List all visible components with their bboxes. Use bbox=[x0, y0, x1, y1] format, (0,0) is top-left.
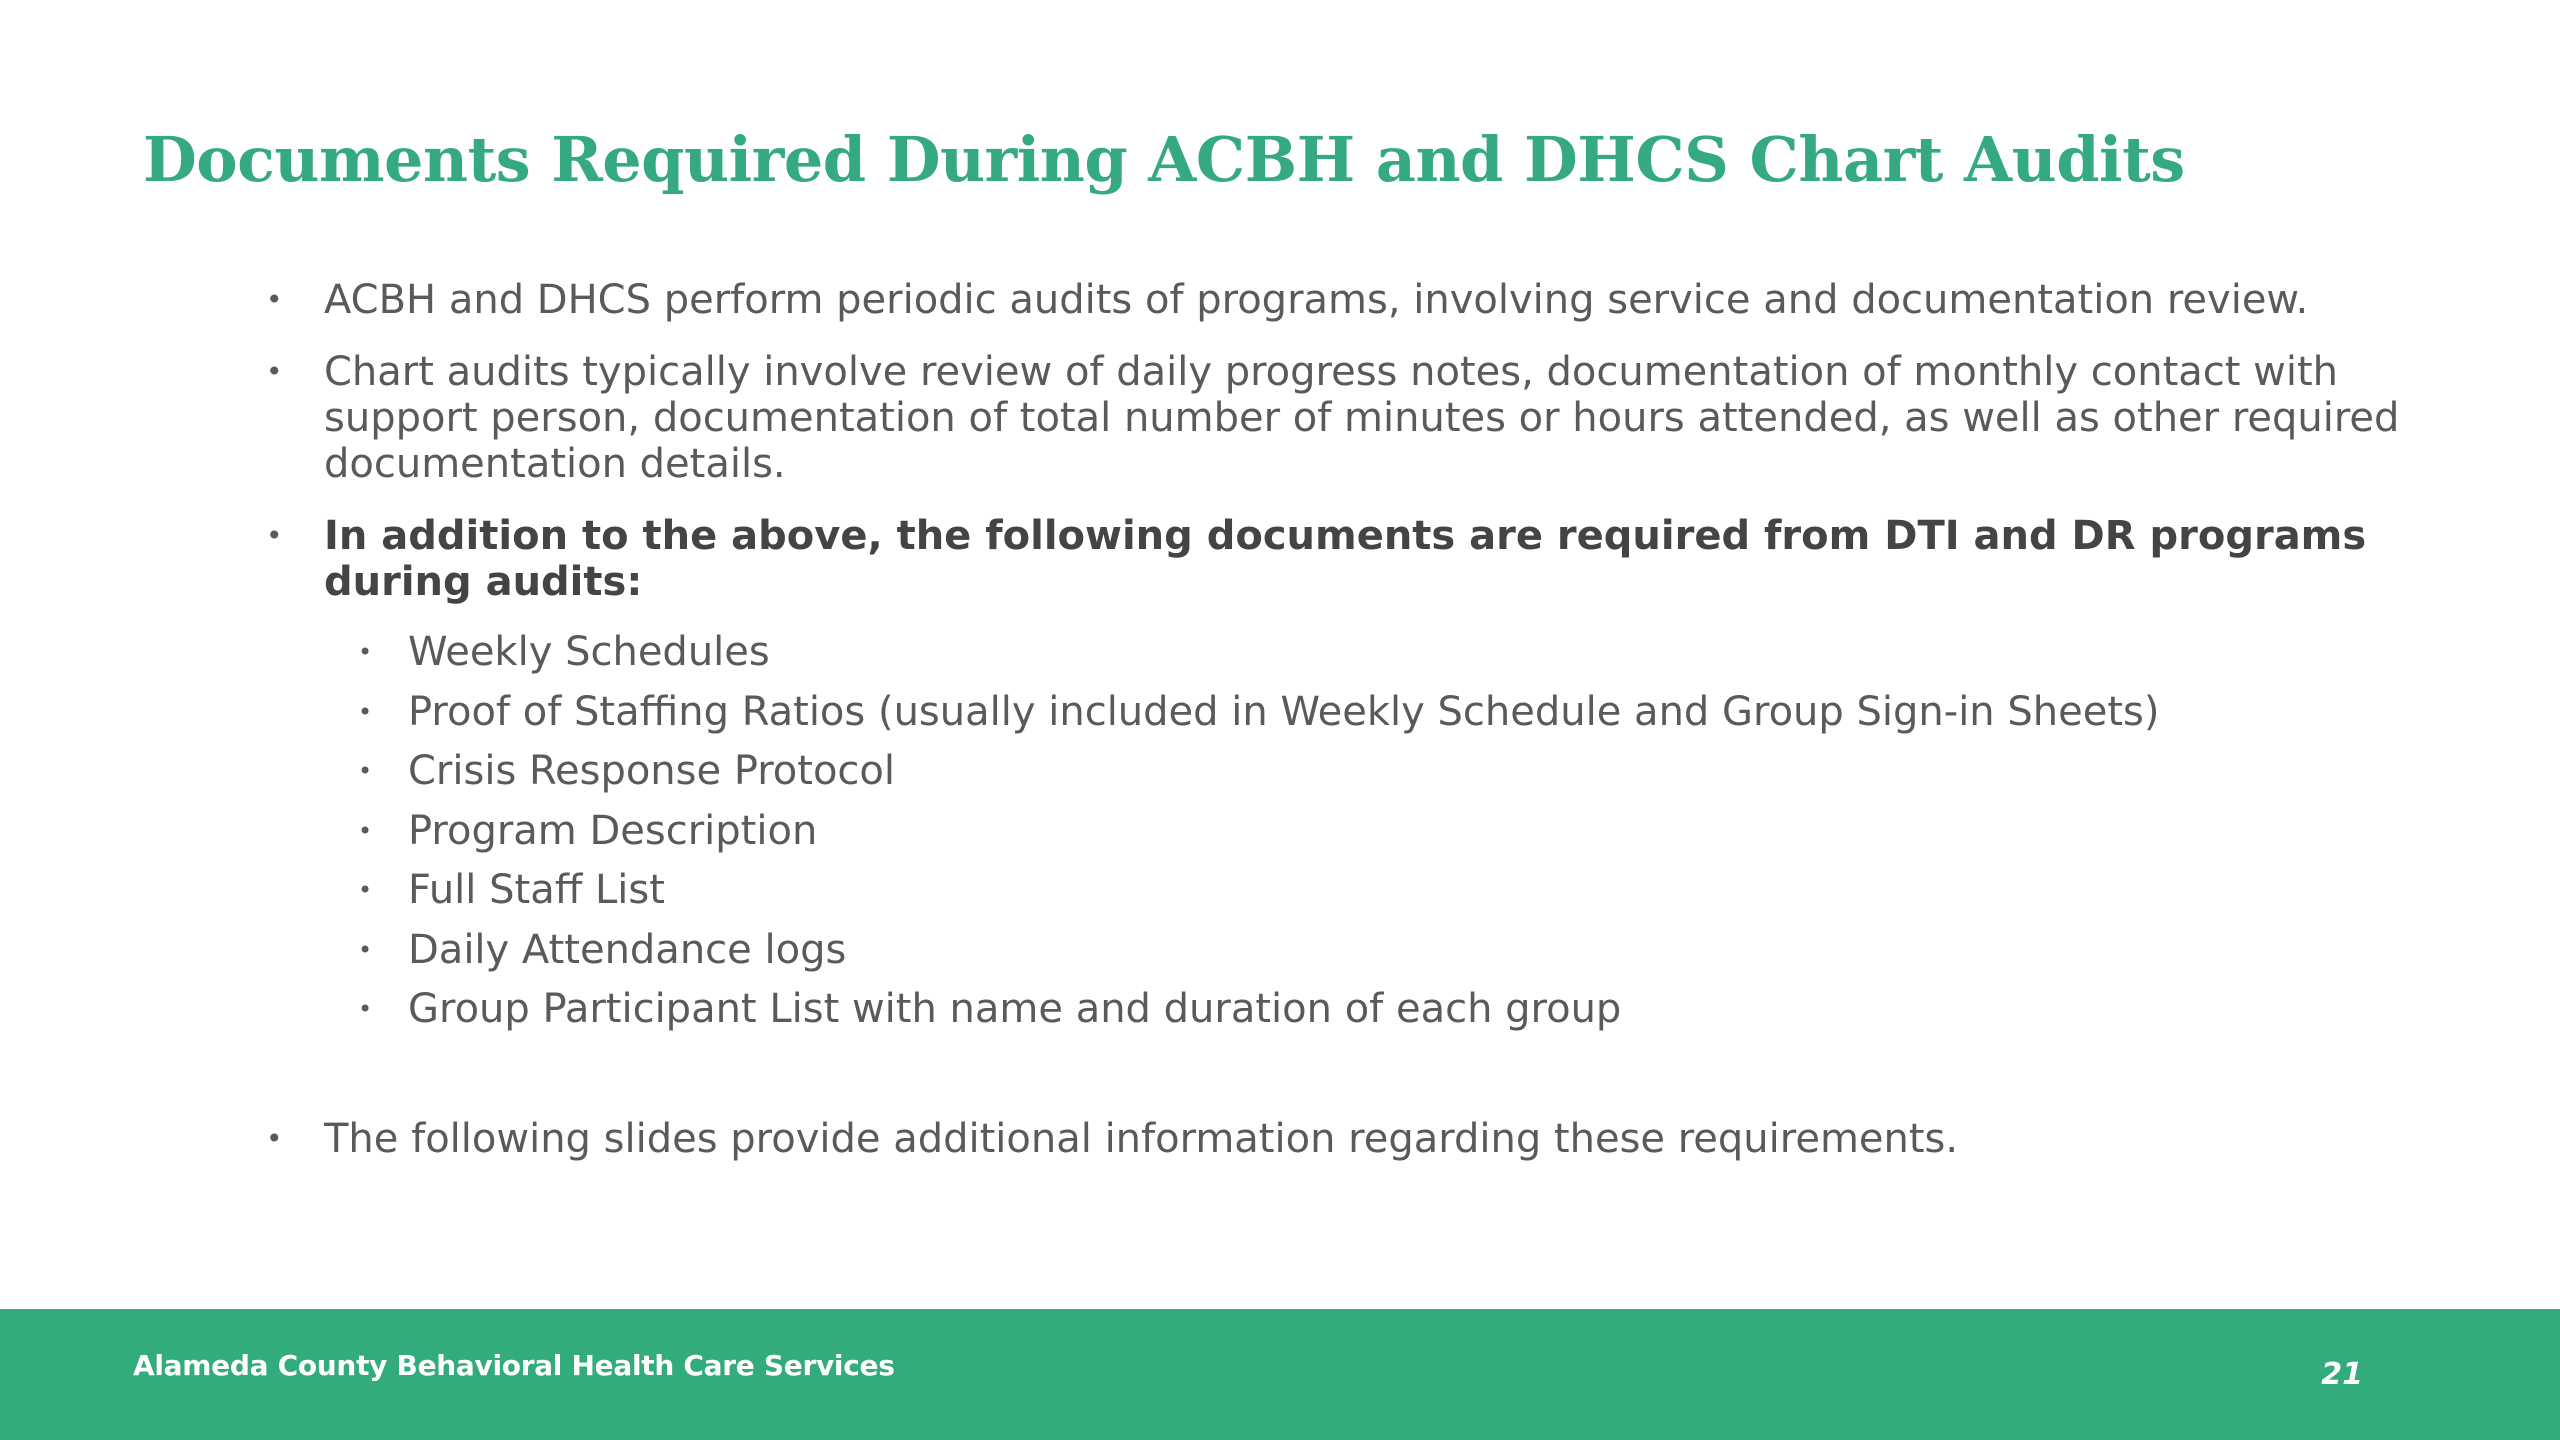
bullet-item bbox=[252, 349, 2402, 487]
slide-title: Documents Required During ACBH and DHCS Chart Audits bbox=[143, 123, 2185, 196]
sub-bullet-item bbox=[252, 748, 2402, 808]
bullet-text: ACBH and DHCS perform periodic audits of programs, involving service and documentation review. bbox=[324, 277, 2309, 323]
page-number: 21 bbox=[2321, 1357, 2363, 1392]
bullet-marker: • bbox=[358, 757, 373, 785]
bullet-item bbox=[252, 277, 2402, 323]
bullet-marker: • bbox=[266, 519, 283, 552]
sub-bullet-text: Proof of Staffing Ratios (usually included in Weekly Schedule and Group Sign-in Sheets) bbox=[408, 688, 2160, 735]
bullet-text: The following slides provide additional information regarding these requirements. bbox=[324, 1115, 1959, 1162]
sub-bullet-text: Daily Attendance logs bbox=[408, 926, 847, 973]
sub-bullet-item bbox=[252, 867, 2402, 927]
sub-bullet-text: Weekly Schedules bbox=[408, 629, 770, 675]
sub-bullet-item bbox=[252, 689, 2402, 749]
bullet-marker: • bbox=[266, 355, 283, 388]
bullet-text: Chart audits typically involve review of daily progress notes, documentation of monthly contact with support person, documentation of total number of minutes or hours attended, as well as other required documentation details. bbox=[324, 349, 2400, 487]
sub-bullet-text: Crisis Response Protocol bbox=[408, 748, 896, 794]
bullet-marker: • bbox=[358, 935, 373, 964]
footer-bar bbox=[0, 1309, 2560, 1440]
bullet-marker: • bbox=[358, 697, 373, 726]
bullet-item bbox=[252, 1116, 2402, 1162]
bullet-marker: • bbox=[358, 638, 373, 666]
sub-bullet-item bbox=[252, 986, 2402, 1046]
bullet-marker: • bbox=[358, 816, 373, 845]
bullet-marker: • bbox=[266, 283, 283, 316]
sub-bullet-text: Full Staff List bbox=[408, 867, 665, 913]
footer-organization: Alameda County Behavioral Health Care Services bbox=[133, 1349, 895, 1382]
bullet-marker: • bbox=[358, 995, 373, 1023]
bullet-list bbox=[252, 277, 2402, 1162]
bullet-marker: • bbox=[266, 1121, 283, 1155]
bullet-text-bold: In addition to the above, the following documents are required from DTI and DR programs during audits: bbox=[324, 513, 2367, 605]
sub-bullet-item bbox=[252, 629, 2402, 689]
sub-bullet-text: Group Participant List with name and duration of each group bbox=[408, 986, 1622, 1032]
sub-bullet-item bbox=[252, 927, 2402, 987]
sub-bullet-text: Program Description bbox=[408, 807, 818, 854]
bullet-marker: • bbox=[358, 876, 373, 904]
bullet-item bbox=[252, 513, 2402, 605]
sub-bullet-list bbox=[252, 629, 2402, 1046]
sub-bullet-item bbox=[252, 808, 2402, 868]
